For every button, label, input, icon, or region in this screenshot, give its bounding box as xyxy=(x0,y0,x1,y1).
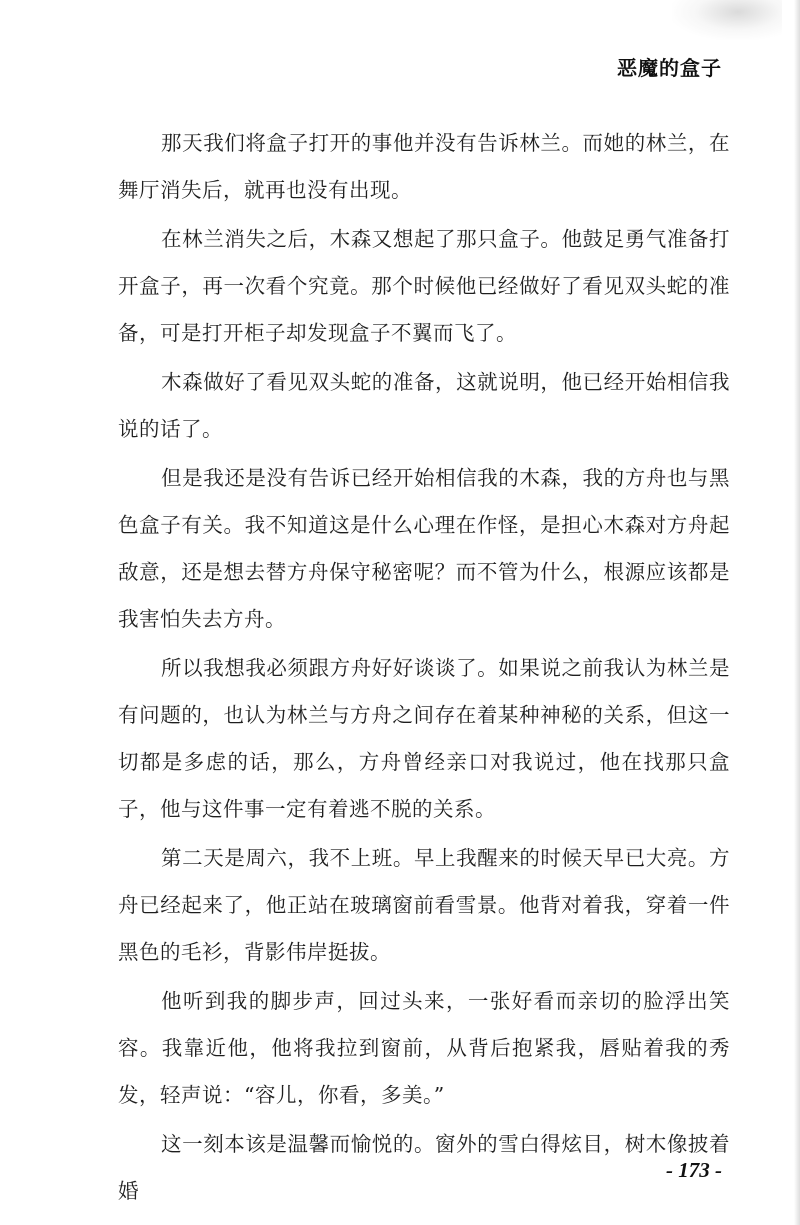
paragraph: 所以我想我必须跟方舟好好谈谈了。如果说之前我认为林兰是有问题的，也认为林兰与方舟之间存在着某种神秘的关系，但这一切都是多虑的话，那么，方舟曾经亲口对我说过，他在找那只盒子，他与这件事一定有着逃不脱的关系。 xyxy=(118,656,730,821)
paragraph: 那天我们将盒子打开的事他并没有告诉林兰。而她的林兰，在舞厅消失后，就再也没有出现。 xyxy=(118,131,730,202)
paragraph: 他听到我的脚步声，回过头来，一张好看而亲切的脸浮出笑容。我靠近他，他将我拉到窗前，从背后抱紧我，唇贴着我的秀发，轻声说：“容儿，你看，多美。” xyxy=(118,989,730,1107)
page-number: - 173 - xyxy=(666,1158,722,1182)
paragraph: 木森做好了看见双头蛇的准备，这就说明，他已经开始相信我说的话了。 xyxy=(118,370,730,441)
body-text xyxy=(118,120,730,1217)
running-header-title: 恶魔的盒子 xyxy=(617,56,722,80)
paragraph: 在林兰消失之后，木森又想起了那只盒子。他鼓足勇气准备打开盒子，再一次看个究竟。那个时候他已经做好了看见双头蛇的准备，可是打开柜子却发现盒子不翼而飞了。 xyxy=(118,227,730,345)
paragraph: 但是我还是没有告诉已经开始相信我的木森，我的方舟也与黑色盒子有关。我不知道这是什么心理在作怪，是担心木森对方舟起敌意，还是想去替方舟保守秘密呢？而不管为什么，根源应该都是我害怕失去方舟。 xyxy=(118,466,730,631)
paragraph: 这一刻本该是温馨而愉悦的。窗外的雪白得炫目，树木像披着婚 xyxy=(118,1132,730,1203)
scan-smudge xyxy=(672,0,782,40)
paragraph: 第二天是周六，我不上班。早上我醒来的时候天早已大亮。方舟已经起来了，他正站在玻璃窗前看雪景。他背对着我，穿着一件黑色的毛衫，背影伟岸挺拔。 xyxy=(118,846,730,964)
scan-edge-shadow xyxy=(794,0,800,1225)
